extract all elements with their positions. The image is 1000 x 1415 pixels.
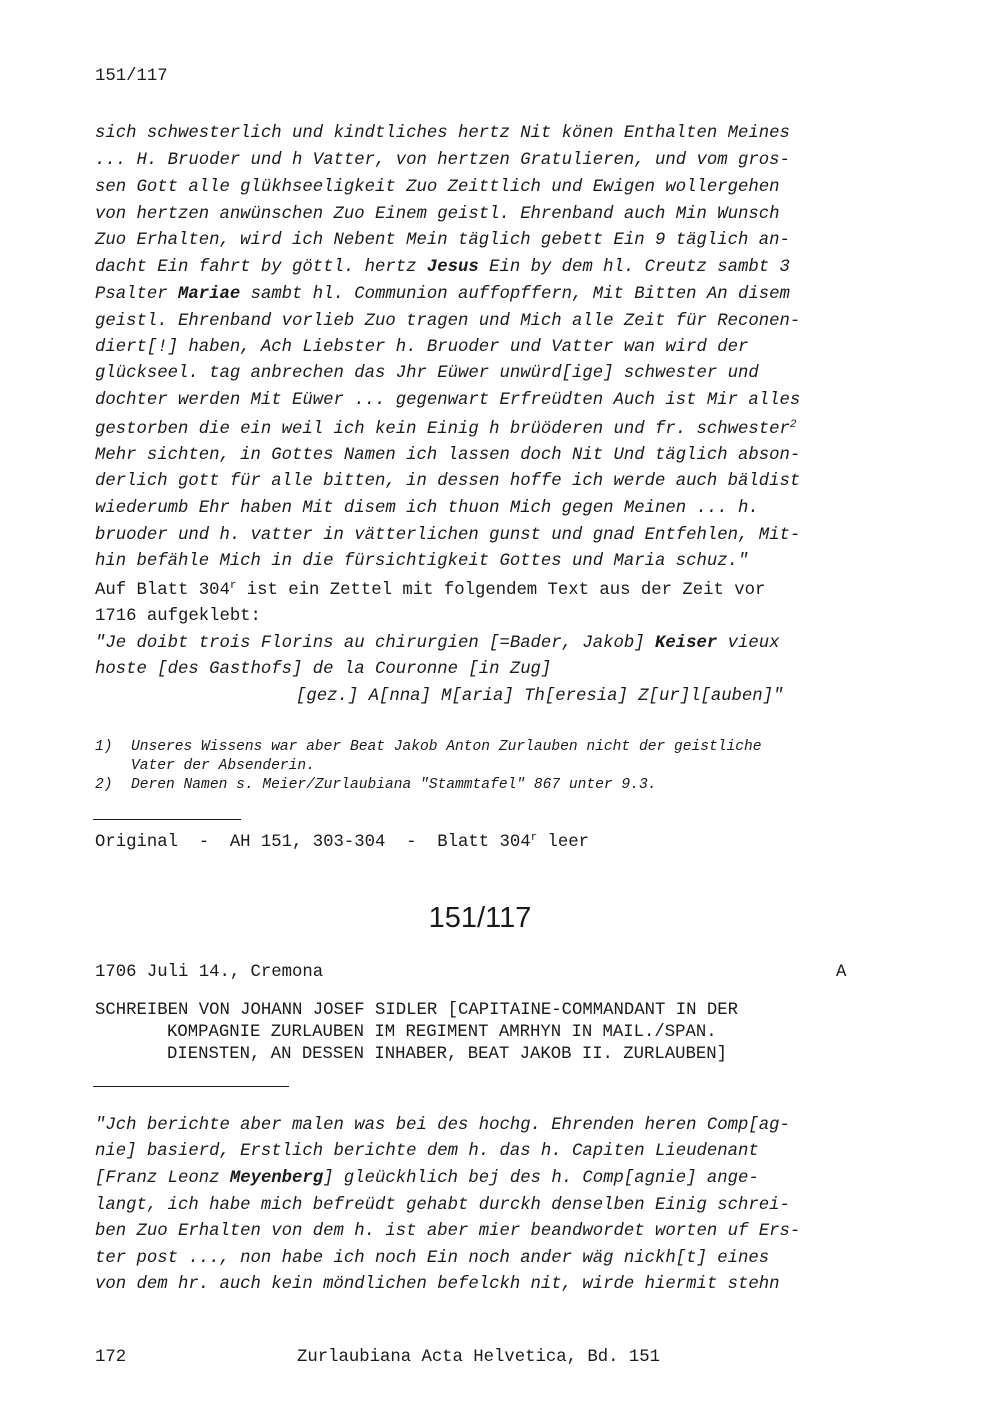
text-line: von hertzen anwünschen Zuo Einem geistl. Ehrenband auch Min Wunsch <box>95 205 780 224</box>
text-line: dochter werden Mit Eüwer ... gegenwart Erfreüdten Auch ist Mir alles <box>95 391 801 410</box>
text-line: bruoder und h. vatter in vätterlichen gunst und gnad Entfehlen, Mit- <box>95 526 801 545</box>
divider <box>93 1086 289 1087</box>
text-line: langt, ich habe mich befreüdt gehabt durckh denselben Einig schrei- <box>95 1196 790 1215</box>
text-line: Mehr sichten, in Gottes Namen ich lassen doch Nit Und täglich abson- <box>95 446 801 465</box>
bold-name: Meyenberg <box>229 1169 324 1188</box>
source-line: Original - AH 151, 303-304 - Blatt 304$^r$ leer <box>95 832 590 852</box>
heading-line: KOMPAGNIE ZURLAUBEN IM REGIMENT AMRHYN IN MAIL./SPAN. <box>167 1023 717 1042</box>
text-line: ... H. Bruoder und h Vatter, von hertzen Gratulieren, und vom gros- <box>95 151 790 170</box>
text-line: diert[!] haben, Ach Liebster h. Bruoder und Vatter wan wird der <box>95 338 749 357</box>
zettel-signature: [gez.] A[nna] M[aria] Th[eresia] Z[ur]l[auben]" <box>296 687 784 706</box>
text-line: dacht Ein fahrt by göttl. hertz Jesus Ein by dem hl. Creutz sambt 3 <box>95 258 790 277</box>
text-line: geistl. Ehrenband vorlieb Zuo tragen und Mich alle Zeit für Reconen- <box>95 312 801 331</box>
text-line: ter post ..., non habe ich noch Ein noch ander wäg nickh[t] eines <box>95 1249 770 1268</box>
text-line: derlich gott für alle bitten, in dessen hoffe ich werde auch bäldist <box>95 472 801 491</box>
zettel-line: "Je doibt trois Florins au chirurgien [=Bader, Jakob] Keiser vieux <box>95 634 780 653</box>
page-number: 172 <box>95 1348 127 1367</box>
heading-line: DIENSTEN, AN DESSEN INHABER, BEAT JAKOB II. ZURLAUBEN] <box>167 1045 728 1064</box>
text-line: von dem hr. auch kein möndlichen befelckh nit, wirde hiermit stehn <box>95 1275 780 1294</box>
entry-title: 151/117 <box>428 902 532 934</box>
entry-type: A <box>836 963 847 982</box>
editorial-note-line: Auf Blatt 304$^r$ ist ein Zettel mit folgendem Text aus der Zeit vor <box>95 580 766 600</box>
text-line: glückseel. tag anbrechen das Jhr Eüwer unwürd[ige] schwester und <box>95 364 759 383</box>
series-title: Zurlaubiana Acta Helvetica, Bd. 151 <box>297 1348 660 1367</box>
bold-name: Keiser <box>655 634 718 653</box>
footnote-number: 1) <box>95 739 113 755</box>
footnote-number: 2) <box>95 777 113 793</box>
bold-name: Jesus <box>426 258 479 277</box>
text-line: sich schwesterlich und kindtliches hertz Nit könen Enthalten Meines <box>95 124 790 143</box>
footnote-text: Vater der Absenderin. <box>131 758 315 774</box>
editorial-note-line: 1716 aufgeklebt: <box>95 607 261 626</box>
text-line: hin befähle Mich in die fürsichtigkeit Gottes und Maria schuz." <box>95 552 749 571</box>
doc-number: 151/117 <box>95 67 168 86</box>
divider <box>93 819 241 820</box>
text-line: nie] basierd, Erstlich berichte dem h. das h. Capiten Lieudenant <box>95 1142 759 1161</box>
bold-name: Mariae <box>177 285 241 304</box>
text-line: wiederumb Ehr haben Mit disem ich thuon Mich gegen Meinen ... h. <box>95 499 759 518</box>
text-line: gestorben die ein weil ich kein Einig h brüöderen und fr. schwester$^2$ <box>95 419 797 439</box>
text-line: "Jch berichte aber malen was bei des hochg. Ehrenden heren Comp[ag- <box>95 1116 790 1135</box>
text-line: Zuo Erhalten, wird ich Nebent Mein täglich gebett Ein 9 täglich an- <box>95 231 790 250</box>
footnote-ref: 2 <box>789 419 797 431</box>
footnote-text: Deren Namen s. Meier/Zurlaubiana "Stammtafel" 867 unter 9.3. <box>131 777 657 793</box>
text-line: sen Gott alle glükhseeligkeit Zuo Zeittlich und Ewigen wollergehen <box>95 178 780 197</box>
entry-date-place: 1706 Juli 14., Cremona <box>95 963 324 982</box>
text-line: [Franz Leonz Meyenberg] gleückhlich bej des h. Comp[agnie] ange- <box>95 1169 759 1188</box>
text-line: Psalter Mariae sambt hl. Communion auffopffern, Mit Bitten An disem <box>95 285 790 304</box>
zettel-line: hoste [des Gasthofs] de la Couronne [in Zug] <box>95 660 552 679</box>
text-line: ben Zuo Erhalten von dem h. ist aber mier beandwordet worten uf Ers- <box>95 1222 801 1241</box>
footnote-text: Unseres Wissens war aber Beat Jakob Anton Zurlauben nicht der geistliche <box>131 739 762 755</box>
heading-line: SCHREIBEN VON JOHANN JOSEF SIDLER [CAPITAINE-COMMANDANT IN DER <box>95 1001 738 1020</box>
